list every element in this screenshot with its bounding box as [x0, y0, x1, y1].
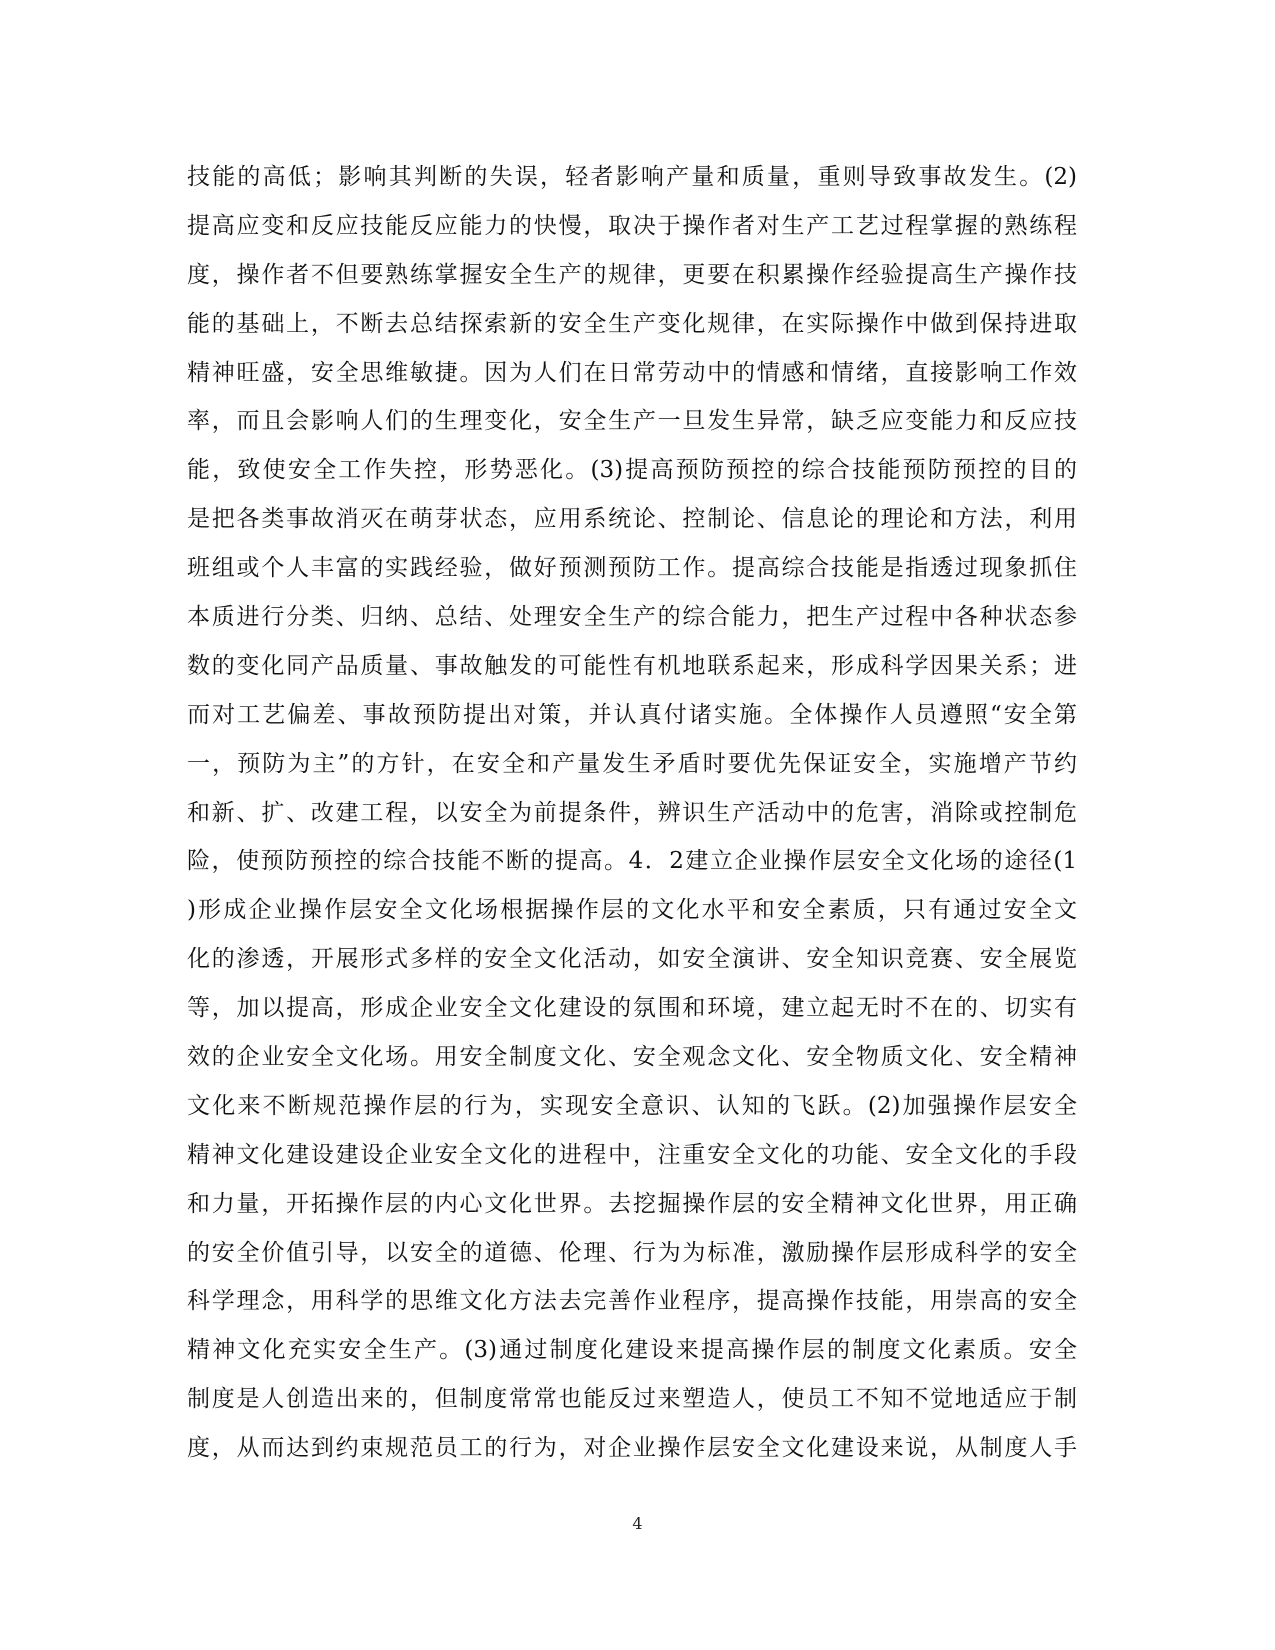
text-line: 制度是人创造出来的，但制度常常也能反过来塑造人，使员工不知不觉地适应于制 [187, 1386, 1077, 1413]
body-text [187, 153, 1077, 1473]
text-line: 化的渗透，开展形式多样的安全文化活动，如安全演讲、安全知识竞赛、安全展览 [187, 946, 1077, 973]
text-line: 能的基础上，不断去总结探索新的安全生产变化规律，在实际操作中做到保持进取 [187, 310, 1077, 337]
text-line: 效的企业安全文化场。用安全制度文化、安全观念文化、安全物质文化、安全精神 [187, 1044, 1077, 1071]
text-line: 本质进行分类、归纳、总结、处理安全生产的综合能力，把生产过程中各种状态参 [187, 604, 1077, 631]
text-line: 班组或个人丰富的实践经验，做好预测预防工作。提高综合技能是指透过现象抓住 [187, 555, 1077, 582]
text-line: )形成企业操作层安全文化场根据操作层的文化水平和安全素质，只有通过安全文 [187, 897, 1077, 924]
text-line: 精神旺盛，安全思维敏捷。因为人们在日常劳动中的情感和情绪，直接影响工作效 [187, 359, 1077, 386]
text-line: 和新、扩、改建工程，以安全为前提条件，辨识生产活动中的危害，消除或控制危 [187, 799, 1077, 826]
text-line: 文化来不断规范操作层的行为，实现安全意识、认知的飞跃。(2)加强操作层安全 [187, 1092, 1077, 1119]
text-line: 提高应变和反应技能反应能力的快慢，取决于操作者对生产工艺过程掌握的熟练程 [187, 212, 1077, 239]
text-line: 度，操作者不但要熟练掌握安全生产的规律，更要在积累操作经验提高生产操作技 [187, 261, 1077, 288]
text-line: 的安全价值引导，以安全的道德、伦理、行为为标准，激励操作层形成科学的安全 [187, 1239, 1077, 1266]
text-line: 精神文化建设建设企业安全文化的进程中，注重安全文化的功能、安全文化的手段 [187, 1141, 1077, 1168]
text-line: 而对工艺偏差、事故预防提出对策，并认真付诸实施。全体操作人员遵照“安全第 [187, 701, 1077, 728]
text-line: 一，预防为主”的方针，在安全和产量发生矛盾时要优先保证安全，实施增产节约 [187, 750, 1077, 777]
text-line: 精神文化充实安全生产。(3)通过制度化建设来提高操作层的制度文化素质。安全 [187, 1337, 1077, 1364]
text-line: 度，从而达到约束规范员工的行为，对企业操作层安全文化建设来说，从制度人手 [187, 1435, 1077, 1462]
text-line: 数的变化同产品质量、事故触发的可能性有机地联系起来，形成科学因果关系；进 [187, 652, 1077, 679]
text-line: 是把各类事故消灭在萌芽状态，应用系统论、控制论、信息论的理论和方法，利用 [187, 506, 1077, 533]
text-line: 技能的高低；影响其判断的失误，轻者影响产量和质量，重则导致事故发生。(2) [187, 164, 1077, 190]
text-line: 率，而且会影响人们的生理变化，安全生产一旦发生异常，缺乏应变能力和反应技 [187, 408, 1077, 435]
text-line: 险，使预防预控的综合技能不断的提高。4．2建立企业操作层安全文化场的途径(1 [187, 848, 1077, 875]
text-line: 能，致使安全工作失控，形势恶化。(3)提高预防预控的综合技能预防预控的目的 [187, 457, 1077, 484]
text-line: 科学理念，用科学的思维文化方法去完善作业程序，提高操作技能，用崇高的安全 [187, 1288, 1077, 1315]
page-number: 4 [632, 1514, 643, 1533]
text-line: 等，加以提高，形成企业安全文化建设的氛围和环境，建立起无时不在的、切实有 [187, 995, 1077, 1022]
text-line: 和力量，开拓操作层的内心文化世界。去挖掘操作层的安全精神文化世界，用正确 [187, 1190, 1077, 1217]
